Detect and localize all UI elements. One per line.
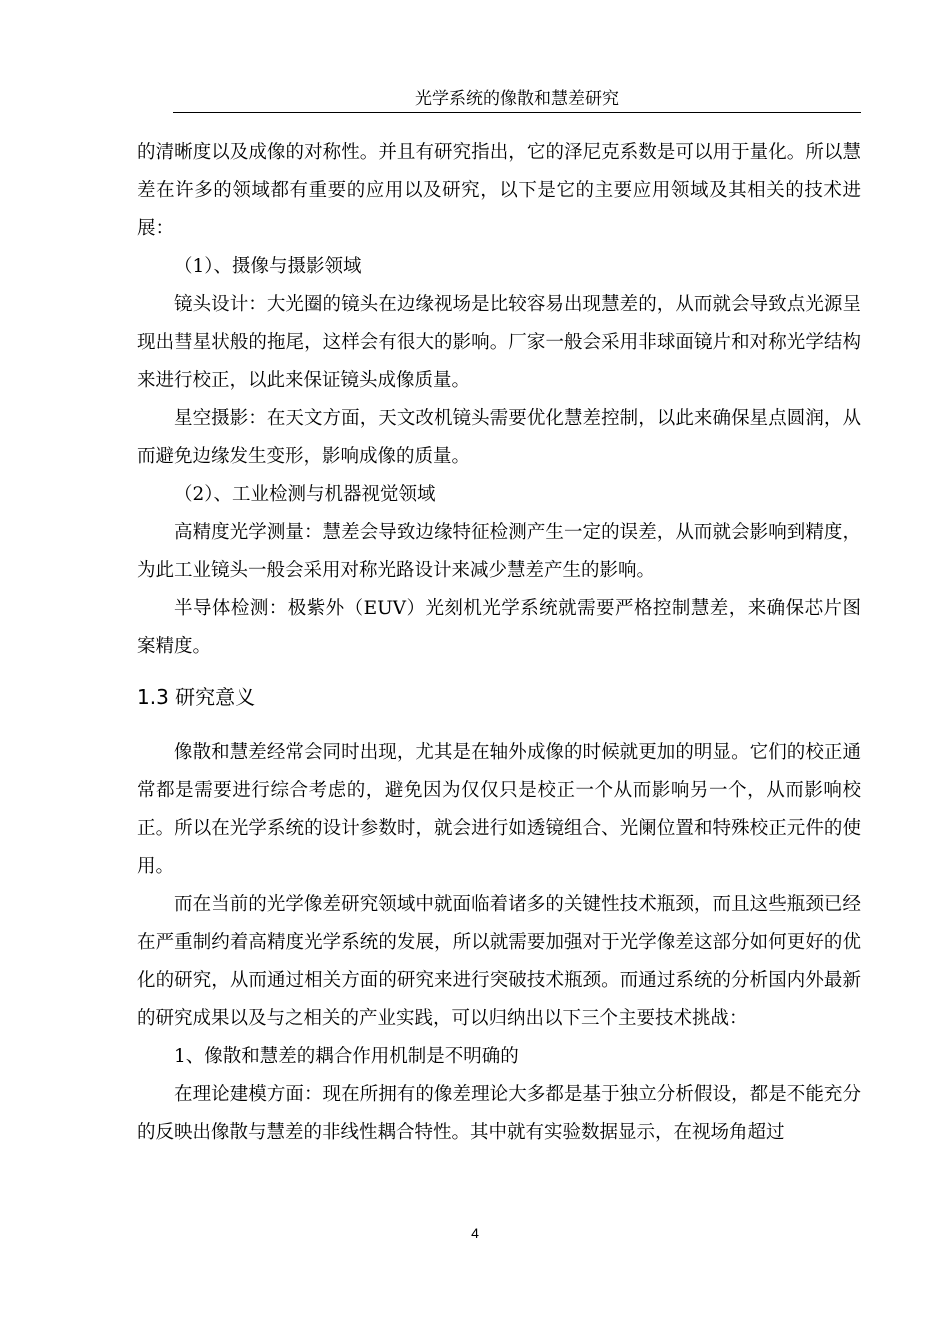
paragraph: 半导体检测：极紫外（EUV）光刻机光学系统就需要严格控制慧差，来确保芯片图案精度。 <box>137 598 861 657</box>
paragraph: 在理论建模方面：现在所拥有的像差理论大多都是基于独立分析假设，都是不能充分的反映出像散与慧差的非线性耦合特性。其中就有实验数据显示，在视场角超过 <box>137 1084 861 1143</box>
list-heading: （2）、工业检测与机器视觉领域 <box>174 484 436 505</box>
list-heading: 1、像散和慧差的耦合作用机制是不明确的 <box>174 1046 519 1067</box>
section-heading: 1.3 研究意义 <box>137 685 256 709</box>
paragraph: 星空摄影：在天文方面，天文改机镜头需要优化慧差控制，以此来确保星点圆润，从而避免边缘发生变形，影响成像的质量。 <box>137 408 861 467</box>
page-body <box>137 134 861 1152</box>
paragraph: 而在当前的光学像差研究领域中就面临着诸多的关键性技术瓶颈，而且这些瓶颈已经在严重制约着高精度光学系统的发展，所以就需要加强对于光学像差这部分如何更好的优化的研究，从而通过相关方面的研究来进行突破技术瓶颈。而通过系统的分析国内外最新的研究成果以及与之相关的产业实践，可以归纳出以下三个主要技术挑战： <box>137 894 861 1029</box>
paragraph: 镜头设计：大光圈的镜头在边缘视场是比较容易出现慧差的，从而就会导致点光源呈现出彗星状般的拖尾，这样会有很大的影响。厂家一般会采用非球面镜片和对称光学结构来进行校正，以此来保证镜头成像质量。 <box>137 294 861 391</box>
running-header: 光学系统的像散和慧差研究 <box>173 86 861 113</box>
page-number: 4 <box>471 1225 479 1241</box>
paragraph: 像散和慧差经常会同时出现，尤其是在轴外成像的时候就更加的明显。它们的校正通常都是需要进行综合考虑的，避免因为仅仅只是校正一个从而影响另一个，从而影响校正。所以在光学系统的设计参数时，就会进行如透镜组合、光阑位置和特殊校正元件的使用。 <box>137 742 861 877</box>
list-heading: （1）、摄像与摄影领域 <box>174 256 362 277</box>
paragraph: 高精度光学测量：慧差会导致边缘特征检测产生一定的误差，从而就会影响到精度，为此工业镜头一般会采用对称光路设计来减少慧差产生的影响。 <box>137 522 861 581</box>
paragraph: 的清晰度以及成像的对称性。并且有研究指出，它的泽尼克系数是可以用于量化。所以慧差在许多的领域都有重要的应用以及研究，以下是它的主要应用领域及其相关的技术进展： <box>137 142 861 239</box>
